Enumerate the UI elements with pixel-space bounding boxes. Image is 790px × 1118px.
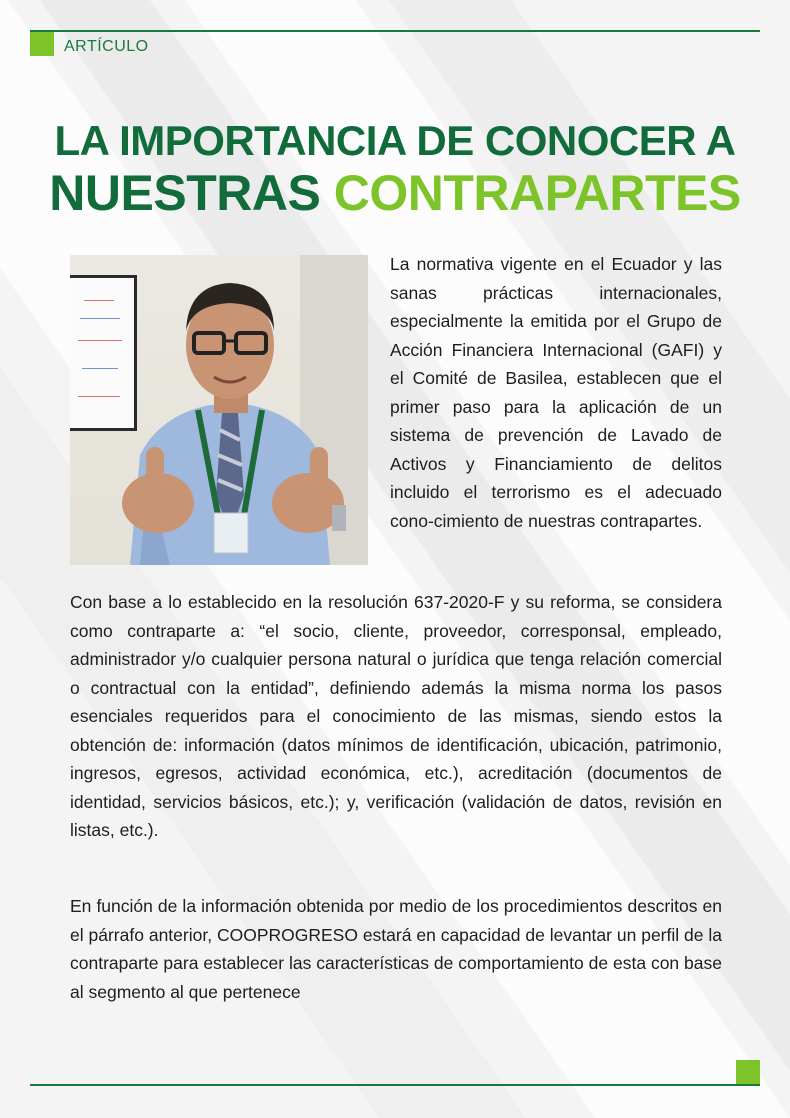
intro-paragraph: La normativa vigente en el Ecuador y las sanas prácticas internacionales, especialmente la emitida por el Grupo de Acción Financiera Internacional (GAFI) y el Comité de Basilea, establecen que el primer paso para la aplicación de un sistema de prevención de Lavado de Activos y Financiamiento de delitos incluido el terrorismo es el adecuado cono-cimiento de nuestras contrapartes. <box>390 254 722 531</box>
person-thumbs-up-icon <box>110 265 350 565</box>
body-paragraph-1: Con base a lo establecido en la resolución 637-2020-F y su reforma, se considera como contraparte a: “el socio, cliente, proveedor, corresponsal, empleado, administrador y/o cualquier persona natural o jurídica que tenga relación comercial o contractual con la entidad”, definiendo además la misma norma los pasos esenciales requeridos para el conocimiento de las mismas, siendo estos la obtención de: información (datos mínimos de identificación, ubicación, patrimonio, ingresos, egresos, actividad económica, etc.), acreditación (documentos de identidad, servicios básicos, etc.); y, verificación (validación de datos, revisión en listas, etc.). <box>70 592 722 840</box>
bottom-divider <box>30 1084 760 1086</box>
article-title-line-1: LA IMPORTANCIA DE CONOCER A <box>54 117 736 164</box>
title-word-accent: CONTRAPARTES <box>333 165 741 221</box>
article-title-line-2 <box>30 165 760 221</box>
bottom-accent-square <box>736 1060 760 1084</box>
body-paragraph-2: En función de la información obtenida por medio de los procedimientos descritos en el párrafo anterior, COOPROGRESO estará en capacidad de levantar un perfil de la contraparte para establecer las características de comportamiento de esta con base al segmento al que pertenece <box>70 896 722 1002</box>
section-label: ARTÍCULO <box>64 38 149 55</box>
title-word-dark: NUESTRAS <box>49 165 321 221</box>
top-divider <box>30 30 760 32</box>
top-accent-square <box>30 32 54 56</box>
author-photo <box>70 255 368 565</box>
